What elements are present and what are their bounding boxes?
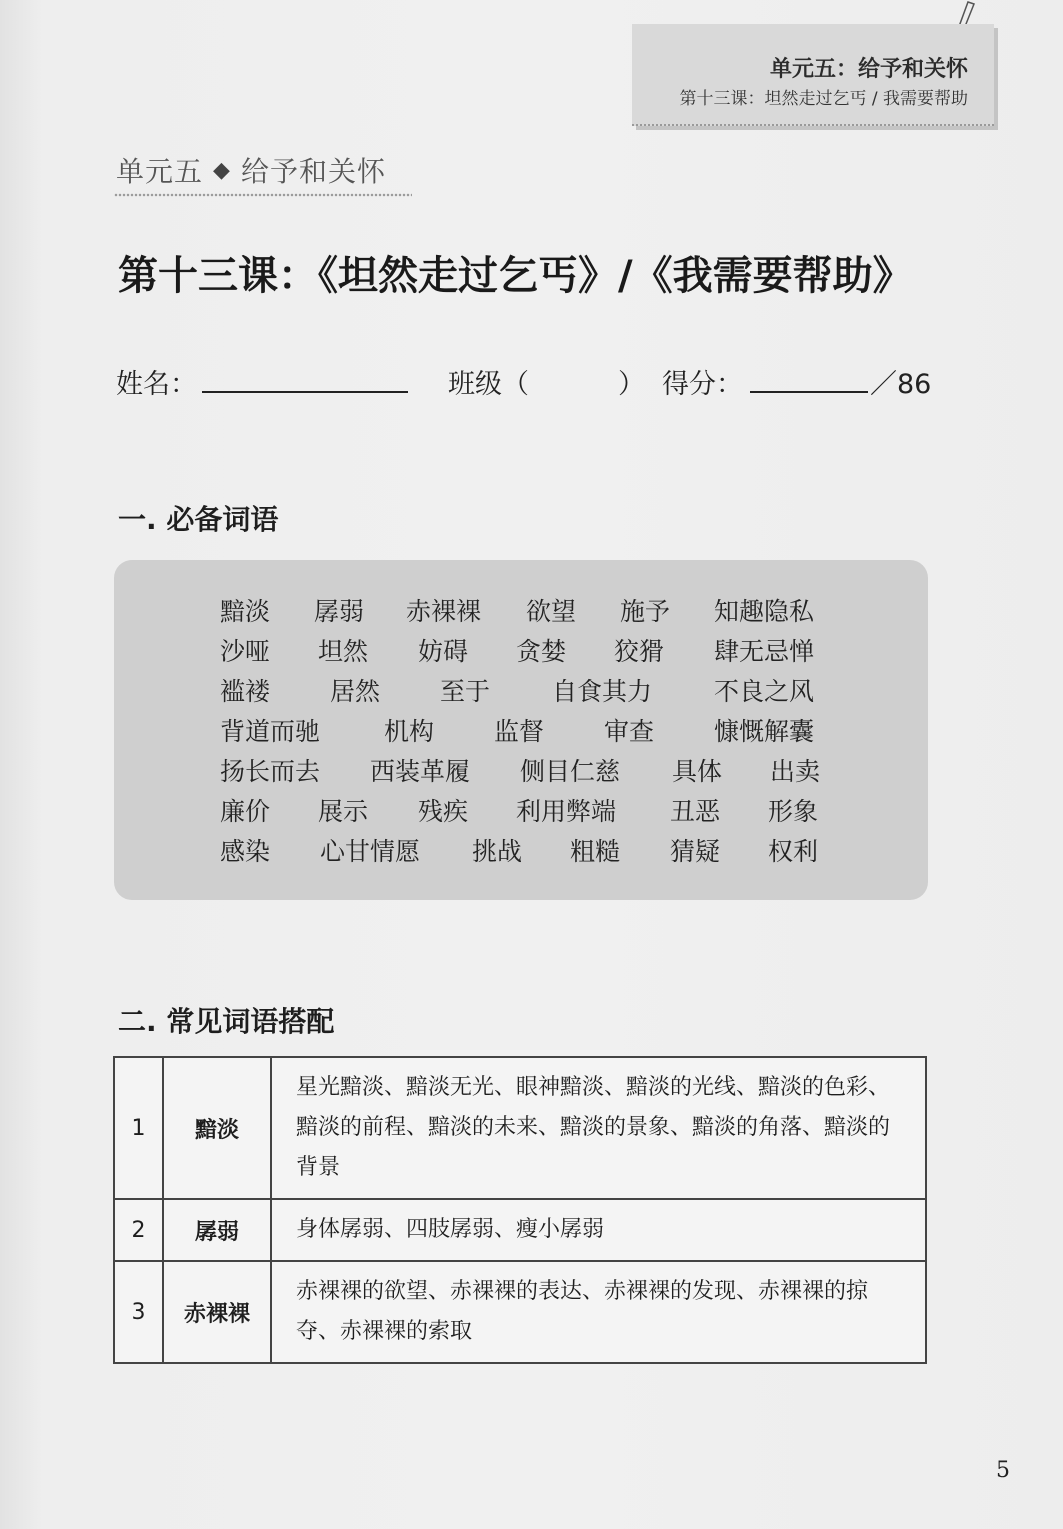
name-label: 姓名： xyxy=(116,369,197,400)
row-number: 2 xyxy=(114,1199,163,1261)
class-close: ） xyxy=(618,369,645,400)
vocab-word: 背道而驰 xyxy=(220,717,321,746)
row-number: 1 xyxy=(114,1057,163,1199)
vocab-word: 心甘情愿 xyxy=(320,837,421,866)
dotted-underline xyxy=(114,192,412,198)
vocab-word: 妨碍 xyxy=(418,637,469,666)
vocab-word: 慷慨解囊 xyxy=(714,717,815,746)
vocab-word: 居然 xyxy=(330,677,381,706)
vocab-word: 不良之风 xyxy=(714,677,815,706)
vocab-word: 挑战 xyxy=(472,837,523,866)
vocab-row xyxy=(114,712,928,752)
vocab-word: 沙哑 xyxy=(220,637,271,666)
score-total: ／86 xyxy=(870,369,932,400)
vocab-word: 权利 xyxy=(768,837,819,866)
vocab-word: 扬长而去 xyxy=(220,757,321,786)
vocab-row xyxy=(114,632,928,672)
vocab-word: 赤裸裸 xyxy=(406,597,482,626)
diamond-separator: ◆ xyxy=(213,157,231,183)
score-field[interactable] xyxy=(750,391,868,393)
vocab-word: 至于 xyxy=(440,677,491,706)
vocab-word: 欲望 xyxy=(526,597,577,626)
vocab-word: 利用弊端 xyxy=(516,797,617,826)
vocab-word: 丑恶 xyxy=(670,797,721,826)
vocab-word: 知趣隐私 xyxy=(714,597,815,626)
vocab-row xyxy=(114,592,928,632)
row-phrases: 赤裸裸的欲望、赤裸裸的表达、赤裸裸的发现、赤裸裸的掠夺、赤裸裸的索取 xyxy=(271,1261,926,1363)
class-field[interactable] xyxy=(536,391,612,393)
vocab-row xyxy=(114,832,928,872)
vocab-box xyxy=(114,560,928,900)
row-phrases: 身体孱弱、四肢孱弱、瘦小孱弱 xyxy=(271,1199,926,1261)
vocab-word: 黯淡 xyxy=(220,597,271,626)
vocab-row xyxy=(114,792,928,832)
vocab-word: 侧目仁慈 xyxy=(520,757,621,786)
vocab-word: 监督 xyxy=(494,717,545,746)
unit-header-box xyxy=(632,24,994,126)
section-2-heading: 二. 常见词语搭配 xyxy=(118,1005,335,1038)
vocab-word: 审查 xyxy=(604,717,655,746)
vocab-word: 狡猾 xyxy=(614,637,665,666)
vocab-row xyxy=(114,672,928,712)
vocab-row xyxy=(114,752,928,792)
score-label: 得分： xyxy=(662,369,743,400)
vocab-word: 机构 xyxy=(384,717,435,746)
vocab-word: 展示 xyxy=(318,797,369,826)
table-row xyxy=(114,1057,926,1199)
class-label: 班级（ xyxy=(448,369,529,400)
header-subtitle: 第十三课：坦然走过乞丐 / 我需要帮助 xyxy=(679,89,968,109)
section-1-heading: 一. 必备词语 xyxy=(118,503,279,536)
vocab-word: 施予 xyxy=(620,597,671,626)
vocab-word: 西装革履 xyxy=(370,757,471,786)
row-word: 黯淡 xyxy=(163,1057,271,1199)
unit-label: 单元五 xyxy=(116,155,204,188)
vocab-word: 残疾 xyxy=(418,797,469,826)
vocab-word: 自食其力 xyxy=(552,677,653,706)
table-row xyxy=(114,1199,926,1261)
vocab-word: 贪婪 xyxy=(516,637,567,666)
vocab-word: 具体 xyxy=(672,757,723,786)
table-row xyxy=(114,1261,926,1363)
vocab-word: 坦然 xyxy=(318,637,369,666)
row-word: 赤裸裸 xyxy=(163,1261,271,1363)
name-field[interactable] xyxy=(202,391,408,393)
unit-heading xyxy=(116,150,386,190)
vocab-word: 孱弱 xyxy=(314,597,365,626)
vocab-word: 肆无忌惮 xyxy=(714,637,815,666)
page-number: 5 xyxy=(996,1458,1010,1483)
vocab-word: 猜疑 xyxy=(670,837,721,866)
vocab-word: 粗糙 xyxy=(570,837,621,866)
unit-theme: 给予和关怀 xyxy=(240,155,386,188)
vocab-word: 形象 xyxy=(768,797,819,826)
row-phrases: 星光黯淡、黯淡无光、眼神黯淡、黯淡的光线、黯淡的色彩、黯淡的前程、黯淡的未来、黯淡的景象、黯淡的角落、黯淡的背景 xyxy=(271,1057,926,1199)
lesson-title: 第十三课：《坦然走过乞丐》/《我需要帮助》 xyxy=(118,253,913,299)
row-word: 孱弱 xyxy=(163,1199,271,1261)
vocab-word: 廉价 xyxy=(220,797,271,826)
vocab-word: 感染 xyxy=(220,837,271,866)
header-title: 单元五：给予和关怀 xyxy=(769,57,968,82)
row-number: 3 xyxy=(114,1261,163,1363)
collocation-table xyxy=(113,1056,927,1364)
vocab-word: 褴褛 xyxy=(220,677,271,706)
vocab-word: 出卖 xyxy=(770,757,821,786)
